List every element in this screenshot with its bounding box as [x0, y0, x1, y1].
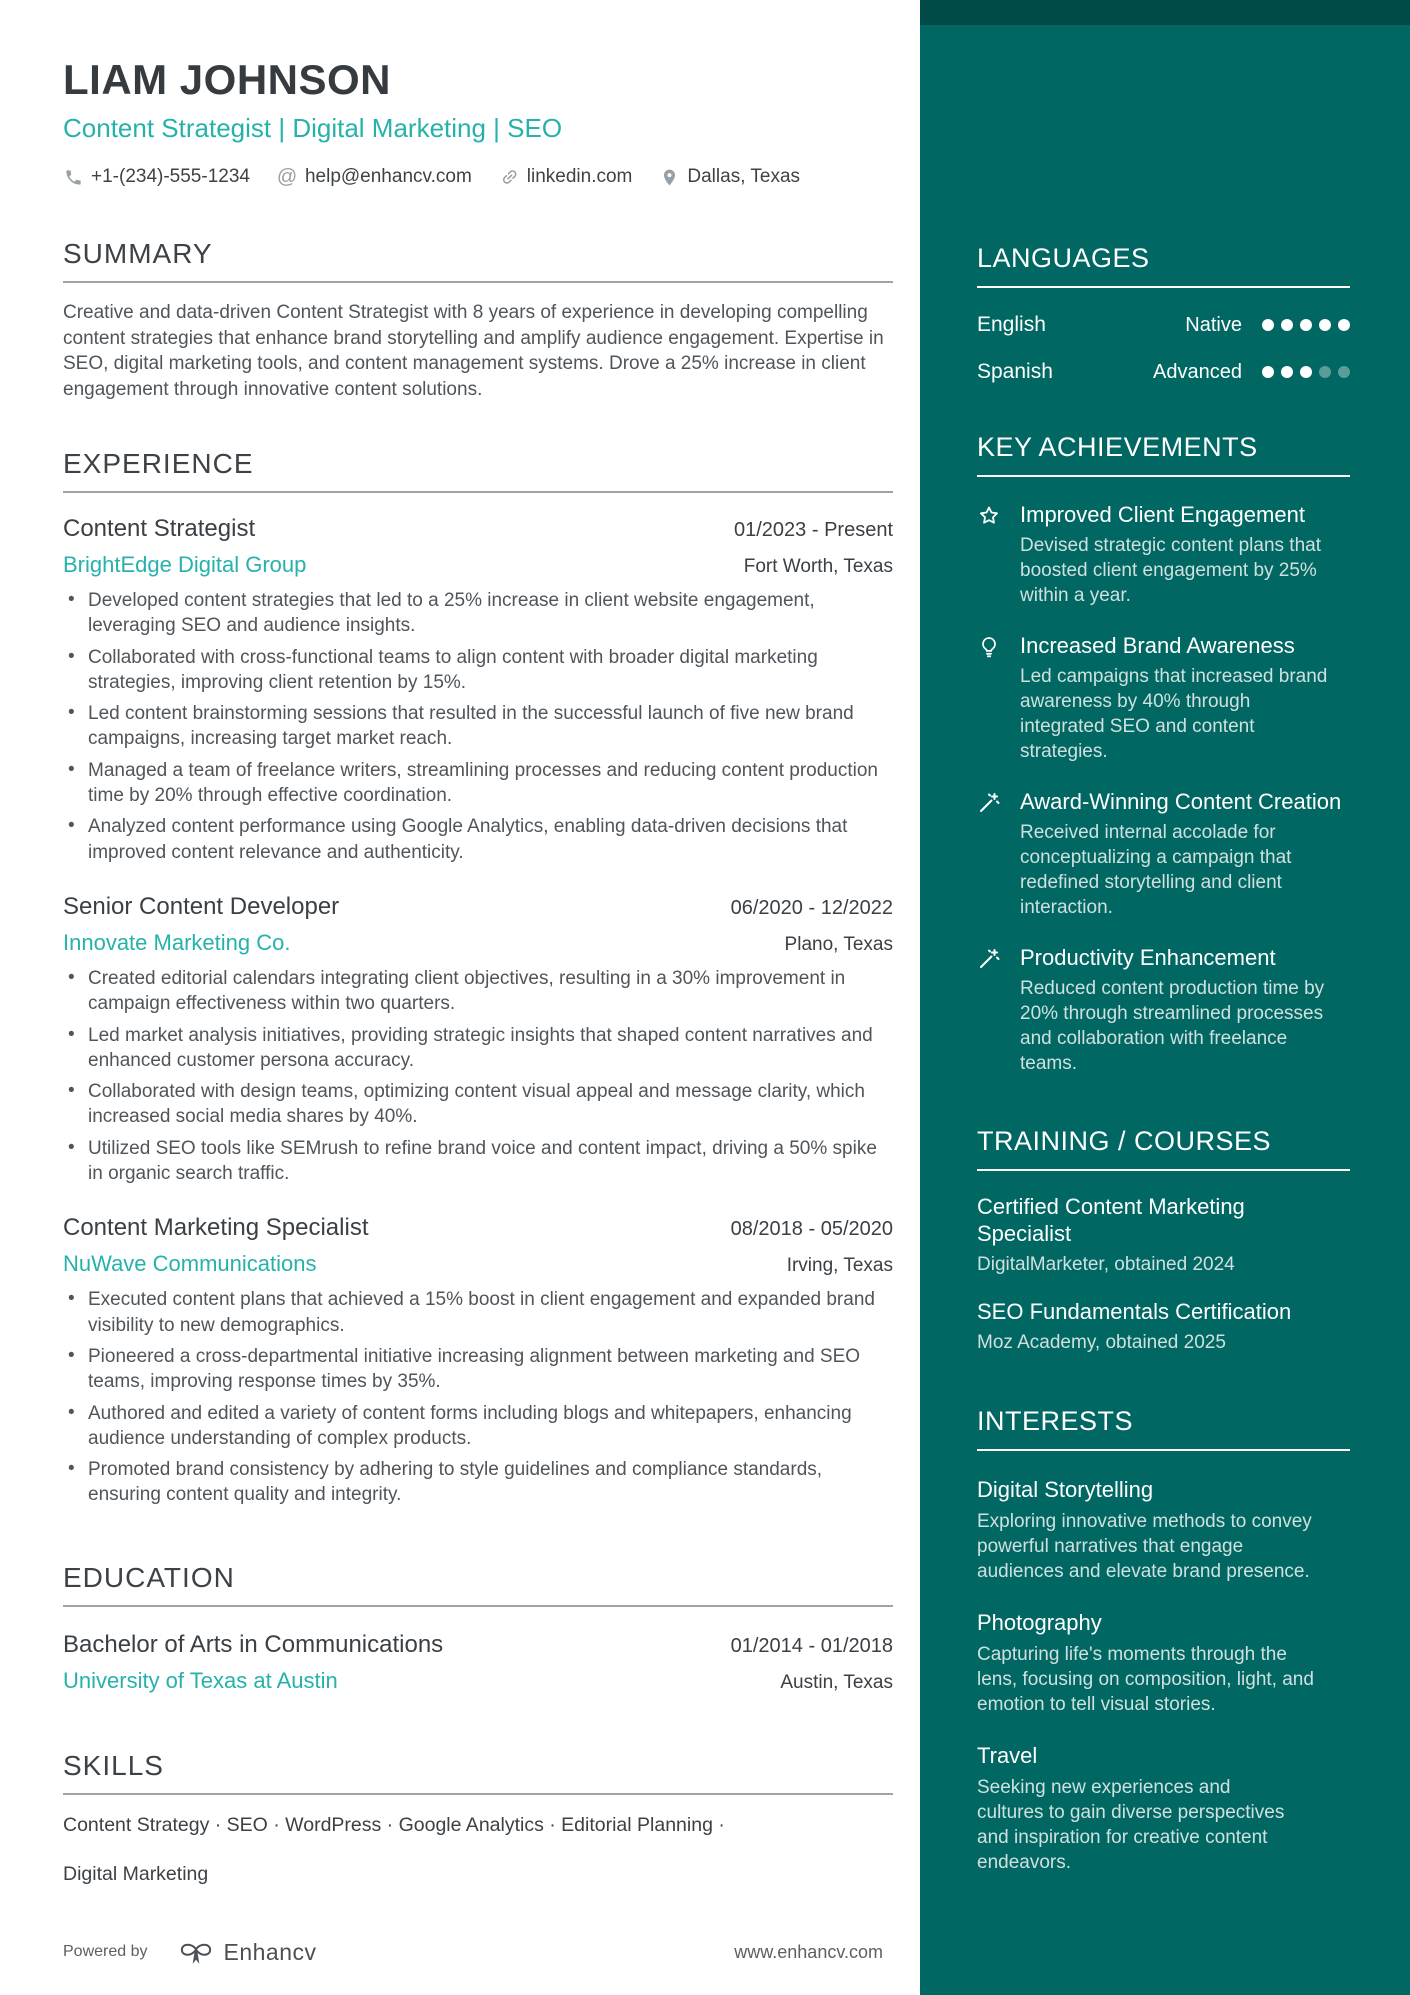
skills-section — [63, 1750, 893, 1886]
job-bullet: • Promoted brand consistency by adhering to style guidelines and compliance standards, ensuring content quality and integrity. — [63, 1457, 893, 1508]
job-bullet: • Analyzed content performance using Google Analytics, enabling data-driven decisions that improved content relevance and authenticity. — [63, 814, 893, 865]
contact-phone — [63, 166, 250, 188]
language-level: Advanced — [1153, 360, 1242, 383]
course-provider: Moz Academy, obtained 2025 — [977, 1332, 1226, 1353]
job-bullet: • Led market analysis initiatives, providing strategic insights that shaped content narratives and enhanced customer persona accuracy. — [63, 1023, 893, 1074]
enhancv-brand-text: Enhancv — [223, 1938, 317, 1965]
link-icon — [495, 163, 523, 191]
skills-heading: SKILLS — [63, 1749, 164, 1781]
course-title: Certified Content Marketing Specialist — [977, 1194, 1245, 1246]
education-section — [63, 1562, 893, 1694]
job-bullet: • Collaborated with design teams, optimizing content visual appeal and message clarity, which increased social media shares by 40%. — [63, 1079, 893, 1130]
contact-linkedin[interactable] — [499, 166, 633, 188]
interest-title: Photography — [977, 1610, 1102, 1635]
experience-heading: EXPERIENCE — [63, 448, 254, 479]
job-bullet: • Led content brainstorming sessions that resulted in the successful launch of five new brand campaigns, increasing target market reach. — [63, 701, 893, 752]
section-divider — [977, 1449, 1350, 1451]
summary-heading: SUMMARY — [63, 238, 213, 269]
course-item — [977, 1298, 1350, 1354]
achievements-heading: KEY ACHIEVEMENTS — [977, 432, 1258, 462]
level-dot-filled — [1281, 319, 1293, 331]
job-dates: 06/2020 - 12/2022 — [730, 896, 893, 919]
contact-phone-text: +1-(234)-555-1234 — [91, 166, 250, 187]
skills-list-line: Content Strategy · SEO · WordPress · Google Analytics · Editorial Planning · — [63, 1813, 725, 1836]
achievement-item — [977, 788, 1350, 920]
language-row — [977, 360, 1350, 384]
level-dot-filled — [1300, 366, 1312, 378]
education-heading: EDUCATION — [63, 1561, 235, 1593]
job-location: Irving, Texas — [786, 1255, 893, 1277]
job-company: NuWave Communications — [63, 1251, 317, 1277]
job-company: Innovate Marketing Co. — [63, 929, 291, 955]
course-item — [977, 1193, 1350, 1276]
language-level: Native — [1185, 313, 1242, 336]
interests-heading: INTERESTS — [977, 1406, 1134, 1436]
achievement-desc: Reduced content production time by 20% through streamlined processes and collaboration with freelance teams. — [1020, 978, 1325, 1074]
lightbulb-icon — [977, 632, 1003, 764]
magic-wand-icon — [977, 944, 1003, 1076]
job-bullet: • Pioneered a cross-departmental initiative increasing alignment between marketing and SEO teams, improving response times by 35%. — [63, 1344, 893, 1395]
job-entry — [63, 1214, 893, 1507]
job-entry — [63, 515, 893, 865]
achievement-title: Improved Client Engagement — [1020, 502, 1305, 527]
language-name: Spanish — [977, 360, 1053, 383]
contact-email[interactable] — [277, 166, 472, 188]
job-bullet: • Managed a team of freelance writers, streamlining processes and reducing content production time by 20% through effective coordination. — [63, 758, 893, 809]
language-name: English — [977, 313, 1046, 336]
job-bullet: • Collaborated with cross-functional teams to align content with broader digital marketing strategies, improving client retention by 15%. — [63, 645, 893, 696]
interests-section — [977, 1406, 1350, 1875]
contact-email-text[interactable]: help@enhancv.com — [304, 166, 472, 187]
section-divider — [63, 281, 893, 283]
achievement-desc: Devised strategic content plans that boosted client engagement by 25% within a year. — [1020, 535, 1322, 606]
job-location: Fort Worth, Texas — [743, 556, 893, 577]
skills-list-line: Digital Marketing — [63, 1862, 209, 1885]
education-entry — [63, 1631, 893, 1694]
interest-item — [977, 1476, 1350, 1584]
level-dot-filled — [1300, 319, 1312, 331]
section-divider — [63, 491, 893, 493]
languages-heading: LANGUAGES — [977, 243, 1150, 273]
magic-wand-icon — [977, 788, 1003, 920]
job-location: Plano, Texas — [784, 933, 893, 955]
section-divider — [977, 475, 1350, 477]
location-icon — [659, 167, 679, 187]
interest-title: Digital Storytelling — [977, 1477, 1154, 1502]
course-title: SEO Fundamentals Certification — [977, 1299, 1292, 1324]
education-dates: 01/2014 - 01/2018 — [730, 1634, 893, 1657]
job-bullet: • Authored and edited a variety of content forms including blogs and whitepapers, enhancing audience understanding of complex products. — [63, 1401, 893, 1452]
section-divider — [977, 1169, 1350, 1171]
language-level-dots — [1262, 319, 1350, 331]
achievement-title: Award-Winning Content Creation — [1020, 789, 1342, 814]
section-divider — [977, 286, 1350, 288]
summary-section — [63, 238, 893, 402]
sidebar-top-band — [920, 0, 1410, 25]
achievement-title: Increased Brand Awareness — [1020, 633, 1295, 658]
level-dot-filled — [1262, 319, 1274, 331]
achievements-section — [977, 432, 1350, 1076]
at-icon: @ — [276, 165, 298, 188]
contact-row — [63, 166, 893, 188]
candidate-title: Content Strategist | Digital Marketing | SEO — [63, 113, 563, 143]
degree-title: Bachelor of Arts in Communications — [63, 1630, 444, 1658]
interest-item — [977, 1742, 1350, 1875]
job-bullet: • Utilized SEO tools like SEMrush to refine brand voice and content impact, driving a 50% spike in organic search traffic. — [63, 1136, 893, 1187]
star-icon — [977, 501, 1003, 608]
contact-linkedin-text[interactable]: linkedin.com — [526, 166, 633, 187]
enhancv-logo-icon — [176, 1937, 216, 1967]
interest-desc: Seeking new experiences and cultures to gain diverse perspectives and inspiration for creative content endeavors. — [977, 1777, 1285, 1873]
achievement-item — [977, 944, 1350, 1076]
level-dot-filled — [1338, 319, 1350, 331]
achievement-title: Productivity Enhancement — [1020, 945, 1276, 970]
education-location: Austin, Texas — [780, 1671, 893, 1693]
powered-by-label: Powered by — [63, 1943, 148, 1960]
achievement-desc: Received internal accolade for conceptualizing a campaign that redefined storytelling and client interaction. — [1020, 822, 1292, 918]
interest-desc: Capturing life's moments through the lens, focusing on composition, light, and emotion to tell visual stories. — [977, 1644, 1314, 1715]
job-bullets — [63, 966, 893, 1186]
summary-text: Creative and data-driven Content Strategist with 8 years of experience in developing compelling content strategies that enhance brand storytelling and amplify audience engagement. Expertise in SEO, digital marketing tools, and content management systems. Drove a 25% increase in client engagement through innovative content solutions. — [63, 302, 884, 400]
job-title: Content Strategist — [63, 515, 256, 542]
job-bullet: • Executed content plans that achieved a 15% boost in client engagement and expanded brand visibility to new demographics. — [63, 1287, 893, 1338]
phone-icon — [63, 167, 83, 187]
candidate-name: LIAM JOHNSON — [63, 56, 392, 103]
footer — [63, 1937, 893, 1967]
job-bullets — [63, 1287, 893, 1507]
job-bullets — [63, 588, 893, 865]
contact-location-text: Dallas, Texas — [687, 166, 801, 187]
sidebar — [920, 0, 1410, 1995]
language-level-dots — [1262, 366, 1350, 378]
contact-location — [659, 166, 800, 188]
achievement-desc: Led campaigns that increased brand awareness by 40% through integrated SEO and content strategies. — [1020, 666, 1328, 762]
section-divider — [63, 1605, 893, 1607]
interest-item — [977, 1609, 1350, 1717]
achievement-item — [977, 501, 1350, 608]
section-divider — [63, 1793, 893, 1795]
job-bullet: • Created editorial calendars integrating client objectives, resulting in a 30% improvement in campaign effectiveness within two quarters. — [63, 966, 893, 1017]
level-dot-empty — [1338, 366, 1350, 378]
job-entry — [63, 893, 893, 1186]
level-dot-filled — [1319, 319, 1331, 331]
level-dot-filled — [1262, 366, 1274, 378]
training-heading: TRAINING / COURSES — [977, 1126, 1272, 1156]
training-section — [977, 1126, 1350, 1354]
job-dates: 08/2018 - 05/2020 — [730, 1218, 893, 1241]
languages-section — [977, 243, 1350, 384]
interest-title: Travel — [977, 1743, 1038, 1768]
experience-section — [63, 448, 893, 1508]
level-dot-empty — [1319, 366, 1331, 378]
job-dates: 01/2023 - Present — [734, 519, 893, 541]
achievement-item — [977, 632, 1350, 764]
school-name: University of Texas at Austin — [63, 1667, 338, 1693]
job-company: BrightEdge Digital Group — [63, 552, 307, 577]
language-row — [977, 313, 1350, 337]
job-title: Content Marketing Specialist — [63, 1214, 369, 1242]
level-dot-filled — [1281, 366, 1293, 378]
job-bullet: • Developed content strategies that led to a 25% increase in client website engagement, leveraging SEO and audience insights. — [63, 588, 893, 639]
job-title: Senior Content Developer — [63, 892, 340, 920]
course-provider: DigitalMarketer, obtained 2024 — [977, 1254, 1235, 1275]
interest-desc: Exploring innovative methods to convey powerful narratives that engage audiences and elevate brand presence. — [977, 1511, 1312, 1582]
footer-url[interactable]: www.enhancv.com — [734, 1941, 883, 1962]
